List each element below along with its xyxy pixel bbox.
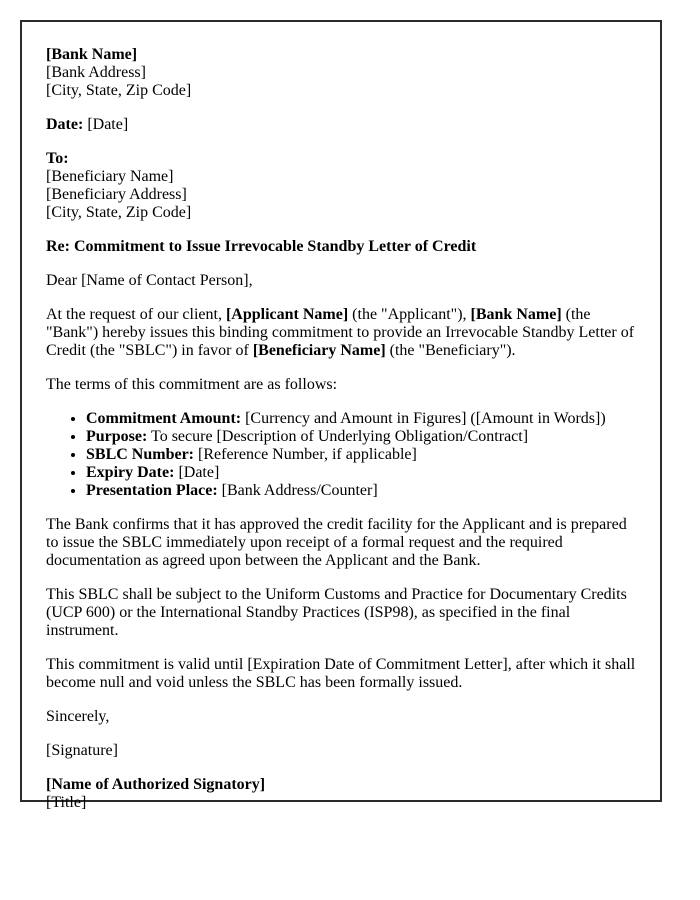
terms-list-item bbox=[86, 428, 636, 446]
signature-placeholder: [Signature] bbox=[46, 742, 118, 759]
text-run: (the "Bank") hereby issues this binding commitment to provide an Irrevocable Standby Letter of Credit (the "SBLC") in favor of bbox=[46, 306, 635, 359]
term-value: [Bank Address/Counter] bbox=[217, 482, 378, 499]
date-label: Date: bbox=[46, 116, 84, 133]
term-value: [Reference Number, if applicable] bbox=[194, 446, 417, 463]
subject-line: Re: Commitment to Issue Irrevocable Standby Letter of Credit bbox=[46, 238, 477, 255]
signatory-name: [Name of Authorized Signatory] bbox=[46, 776, 266, 793]
validity-paragraph: This commitment is valid until [Expiration Date of Commitment Letter], after which it shall become null and void unless the SBLC has been formally issued. bbox=[46, 656, 636, 691]
rules-paragraph: This SBLC shall be subject to the Uniform Customs and Practice for Documentary Credits (UCP 600) or the International Standby Practices (ISP98), as specified in the final instrument. bbox=[46, 586, 627, 639]
letter-page bbox=[20, 20, 662, 811]
term-value: [Date] bbox=[174, 464, 220, 481]
terms-list-item bbox=[86, 464, 636, 482]
terms-intro: The terms of this commitment are as follows: bbox=[46, 376, 338, 393]
signatory-title: [Title] bbox=[46, 794, 87, 811]
term-label: Expiry Date: bbox=[86, 464, 175, 481]
text-run: (the "Beneficiary"). bbox=[385, 342, 516, 359]
confirmation-paragraph: The Bank confirms that it has approved the credit facility for the Applicant and is prepared to issue the SBLC immediately upon receipt of a formal request and the required documentation as agreed upon between the Applicant and the Bank. bbox=[46, 516, 627, 569]
sender-address: [Bank Address] bbox=[46, 64, 146, 81]
term-label: Purpose: bbox=[86, 428, 148, 445]
signature-block bbox=[46, 776, 636, 812]
to-label: To: bbox=[46, 150, 69, 167]
sender-block bbox=[46, 46, 636, 100]
recipient-city: [City, State, Zip Code] bbox=[46, 204, 192, 221]
closing: Sincerely, bbox=[46, 708, 110, 725]
term-label: Presentation Place: bbox=[86, 482, 218, 499]
date-value: [Date] bbox=[87, 116, 129, 133]
recipient-block bbox=[46, 150, 636, 222]
placeholder-bold: [Applicant Name] bbox=[225, 306, 349, 323]
sender-city: [City, State, Zip Code] bbox=[46, 82, 192, 99]
text-run: (the "Applicant"), bbox=[348, 306, 471, 323]
term-value: [Currency and Amount in Figures] ([Amount in Words]) bbox=[241, 410, 606, 427]
salutation: Dear [Name of Contact Person], bbox=[46, 272, 253, 289]
term-label: Commitment Amount: bbox=[86, 410, 242, 427]
terms-list-item bbox=[86, 446, 636, 464]
term-value: To secure [Description of Underlying Obligation/Contract] bbox=[147, 428, 529, 445]
intro-paragraph bbox=[46, 306, 636, 360]
placeholder-bold: [Beneficiary Name] bbox=[252, 342, 386, 359]
terms-list-item bbox=[86, 482, 636, 500]
recipient-address: [Beneficiary Address] bbox=[46, 186, 187, 203]
text-run: At the request of our client, bbox=[46, 306, 226, 323]
recipient-name: [Beneficiary Name] bbox=[46, 168, 174, 185]
placeholder-bold: [Bank Name] bbox=[470, 306, 562, 323]
term-label: SBLC Number: bbox=[86, 446, 195, 463]
terms-list bbox=[46, 410, 636, 500]
terms-list-item bbox=[86, 410, 636, 428]
date-line bbox=[46, 116, 636, 134]
sender-name: [Bank Name] bbox=[46, 46, 138, 63]
